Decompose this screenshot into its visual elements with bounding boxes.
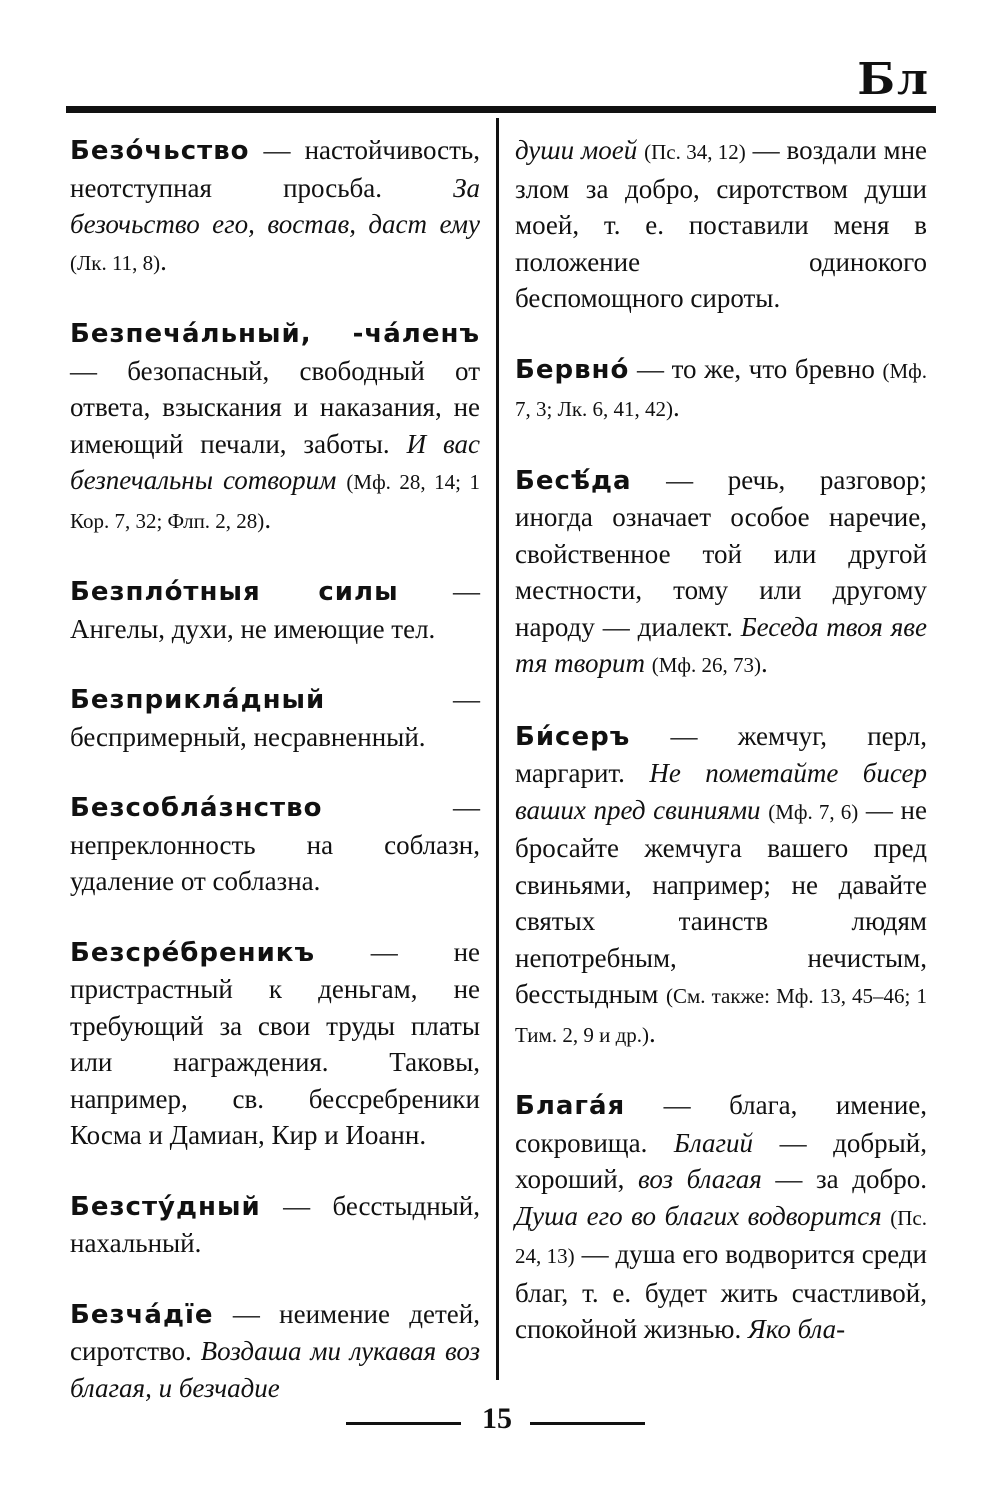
- scripture-reference: (Мф. 7, 6): [768, 799, 859, 824]
- definition-text: — за добро.: [761, 1164, 927, 1194]
- entry-headword: Блага́я: [515, 1091, 626, 1121]
- definition-text: .: [761, 648, 768, 678]
- citation-quote: воз благая: [638, 1164, 762, 1194]
- dictionary-entry: [70, 681, 480, 755]
- dictionary-entry: [70, 315, 480, 539]
- entry-headword: Безсобла́знство: [70, 793, 323, 823]
- citation-quote: Благий: [673, 1127, 753, 1158]
- citation-quote: Душа его во благих водворится: [515, 1200, 882, 1231]
- definition-text: [336, 465, 346, 495]
- entry-headword: Безо́чьство: [70, 136, 250, 166]
- definition-text: — добрый, хороший,: [515, 1127, 927, 1194]
- definition-text: — речь, разговор; иногда означает особое наречие, свойственное той или другой местности, тому или другому народу — диалект.: [515, 464, 927, 642]
- dictionary-entry: [515, 132, 927, 317]
- dictionary-entry: [515, 351, 927, 428]
- definition-text: — то же, что бревно: [629, 353, 883, 384]
- dictionary-entry: [70, 789, 480, 900]
- right-column: [515, 132, 927, 1382]
- entry-headword: Безсту́дный: [70, 1191, 261, 1222]
- column-divider: [496, 118, 499, 1380]
- scripture-reference: (Мф. 26, 73): [651, 653, 762, 677]
- page-number: 15: [482, 1402, 512, 1435]
- dictionary-entry: [70, 934, 480, 1154]
- citation-quote: Яко бла-: [747, 1314, 846, 1344]
- definition-text: [882, 1201, 891, 1231]
- footer-rule-right: [530, 1422, 645, 1425]
- definition-text: — не бросайте жемчуга вашего пред свиньями, например; не давайте святых таинств людям непотребным, нечистым, бесстыдным: [515, 794, 927, 1009]
- definition-text: — безопасный, свободный от ответа, взыскания и наказания, не имеющий печали, заботы.: [70, 355, 480, 459]
- definition-text: — Ангелы, духи, не имеющие тел.: [70, 576, 480, 644]
- page-footer: [0, 1398, 1000, 1458]
- definition-text: — неимение детей, сиротство.: [70, 1298, 480, 1366]
- definition-text: .: [673, 392, 680, 422]
- citation-quote: Не пометайте бисер ваших пред свиниями: [515, 758, 927, 825]
- scripture-reference: (Лк. 11, 8): [70, 250, 161, 275]
- scripture-reference: (См. также: Мф. 13, 45–46; 1 Тим. 2, 9 и др.): [515, 984, 928, 1047]
- definition-text: [645, 648, 652, 678]
- entry-headword: Безпеча́льный, -ча́ленъ: [70, 319, 480, 349]
- entry-headword: Бервно́: [515, 354, 630, 385]
- definition-text: — настойчивость, неотступная просьба.: [70, 135, 480, 203]
- definition-text: — душа его водворится среди благ, т. е. будет жить счастливой, спокойной жизнью.: [515, 1239, 928, 1344]
- scripture-reference: (Мф. 7, 3; Лк. 6, 41, 42): [515, 358, 927, 421]
- dictionary-entry: [70, 1296, 480, 1407]
- dictionary-entry: [515, 462, 927, 684]
- definition-text: .: [264, 503, 272, 534]
- entry-headword: Би́серъ: [515, 721, 631, 752]
- entry-headword: Безча́дїе: [70, 1299, 214, 1330]
- definition-text: — непреклонность на соблазн, удаление от соблазна.: [70, 792, 480, 896]
- definition-text: — бесстыдный, нахальный.: [70, 1190, 480, 1258]
- scripture-reference: (Мф. 28, 14; 1 Кор. 7, 32; Флп. 2, 28): [70, 470, 481, 533]
- entry-headword: Безсре́бреникъ: [70, 937, 315, 968]
- dictionary-entry: [515, 1087, 927, 1348]
- definition-text: — воздали мне злом за добро, сиротством души моей, т. е. поставили меня в положение одинокого беспомощного сироты.: [515, 135, 927, 313]
- definition-text: .: [160, 245, 167, 276]
- scripture-reference: (Пс. 34, 12): [644, 140, 746, 164]
- entry-headword: Безприкла́дный: [70, 685, 326, 715]
- citation-quote: И вас безпечальны сотворим: [70, 428, 480, 495]
- citation-quote: Воздаша ми лукавая воз благая, и безчадие: [70, 1336, 480, 1403]
- header-rule: [66, 106, 936, 113]
- citation-quote: души моей: [515, 135, 638, 165]
- footer-rule-left: [346, 1422, 461, 1425]
- definition-text: — блага, имение, сокровища.: [515, 1090, 927, 1158]
- entry-headword: Бесѣ́да: [515, 465, 632, 496]
- dictionary-entry: [70, 1188, 480, 1262]
- definition-text: — не пристрастный к деньгам, не требующий за свои труды платы или награждения. Таковы, например, св. бессребреники Косма и Дамиан, Кир и Иоанн.: [70, 936, 480, 1150]
- left-column: [70, 132, 480, 1440]
- dictionary-entry: [70, 573, 480, 647]
- definition-text: — жемчуг, перл, маргарит.: [515, 720, 927, 788]
- definition-text: — беспримерный, несравненный.: [70, 684, 480, 752]
- entry-headword: Безпло́тныя силы: [70, 577, 399, 607]
- dictionary-entry: [70, 132, 480, 281]
- citation-quote: Беседа твоя яве тя творит: [515, 611, 927, 678]
- scripture-reference: (Пс. 24, 13): [515, 1205, 927, 1268]
- dictionary-entry: [515, 718, 927, 1054]
- definition-text: .: [649, 1017, 656, 1048]
- citation-quote: За безочьство его, востав, даст ему: [70, 172, 480, 239]
- section-letter-header: Бл: [857, 54, 930, 105]
